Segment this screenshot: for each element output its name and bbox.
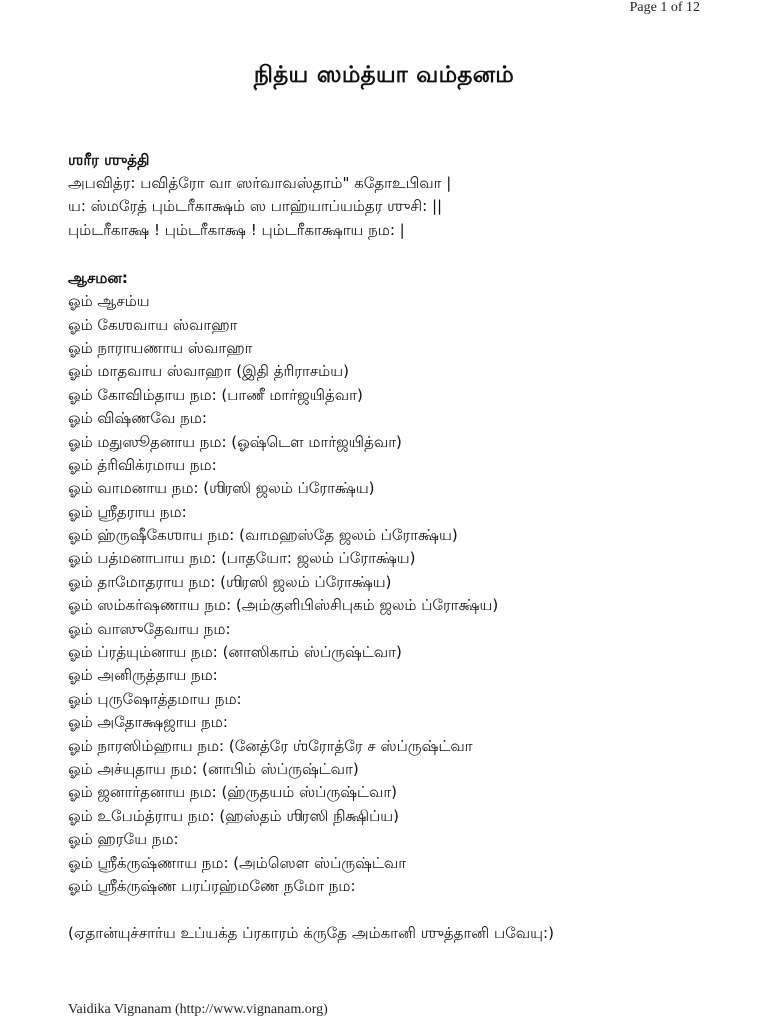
spacer bbox=[68, 898, 748, 922]
page-number: Page 1 of 12 bbox=[629, 0, 700, 15]
mantra-line: ஓம் விஷ்ணவே நம: bbox=[68, 409, 207, 428]
verse-line: பும்டரீகாக்ஷ ! பும்டரீகாக்ஷ ! பும்டரீகாக்ஷாய நம: | bbox=[68, 220, 405, 239]
mantra-line: ஓம் மாதவாய ஸ்வாஹா (இதி த்ரிராசம்ய) bbox=[68, 362, 349, 381]
mantra-line: ஓம் வாமனாய நம: (ஶிரஸி ஜலம் ப்ரோக்ஷ்ய) bbox=[68, 479, 375, 498]
section-heading: ஶரீர ஶுத்தி bbox=[68, 151, 150, 169]
verse-line: அபவித்ர: பவித்ரோ வா ஸர்வாவஸ்தாம்" கதோஉபிவா | bbox=[68, 174, 452, 192]
mantra-line: ஓம் மதுஸூதனாய நம: (ஓஷ்டௌ மார்ஜயித்வா) bbox=[68, 432, 402, 451]
document-body bbox=[68, 148, 748, 946]
mantra-line: ஓம் ஶ்ரீக்ருஷ்ணாய நம: (அம்ஸௌ ஸ்ப்ருஷ்ட்வா bbox=[68, 853, 407, 872]
mantra-line: ஓம் நாரஸிம்ஹாய நம: (னேத்ரே ஶ்ரோத்ரே ச ஸ்ப்ருஷ்ட்வா bbox=[68, 736, 473, 755]
mantra-line: ஓம் பத்மனாபாய நம: (பாதயோ: ஜலம் ப்ரோக்ஷ்ய) bbox=[68, 549, 416, 568]
mantra-line: ஓம் ப்ரத்யும்னாய நம: (னாஸிகாம் ஸ்ப்ருஷ்ட்வா) bbox=[68, 643, 402, 662]
closing-note: (ஏதான்யுச்சார்ய உப்யக்த ப்ரகாரம் க்ருதே அம்கானி ஶுத்தானி பவேயு:) bbox=[68, 924, 554, 943]
verse-line: ய: ஸ்மரேத் பும்டரீகாக்ஷம் ஸ பாஹ்யாப்யம்தர ஶுசி: || bbox=[68, 197, 443, 216]
mantra-line: ஓம் அச்யுதாய நம: (னாபிம் ஸ்ப்ருஷ்ட்வா) bbox=[68, 759, 359, 778]
mantra-line: ஓம் அனிருத்தாய நம: bbox=[68, 666, 218, 685]
mantra-line: ஓம் ஹ்ருஷீகேஶாய நம: (வாமஹஸ்தே ஜலம் ப்ரோக்ஷ்ய) bbox=[68, 526, 458, 545]
footer-source: Vaidika Vignanam (http://www.vignanam.org) bbox=[68, 1002, 328, 1017]
mantra-line: ஓம் த்ரிவிக்ரமாய நம: bbox=[68, 455, 217, 474]
document-title: நித்ய ஸம்த்யா வம்தனம் bbox=[253, 62, 515, 88]
section-heading: ஆசமன: bbox=[68, 269, 128, 288]
section-sharira-shuddhi bbox=[68, 148, 748, 242]
mantra-line: ஓம் கோவிம்தாய நம: (பாணீ மார்ஜயித்வா) bbox=[68, 385, 363, 404]
mantra-line: ஓம் புருஷோத்தமாய நம: bbox=[68, 689, 242, 708]
mantra-line: ஓம் ஜனார்தனாய நம: (ஹ்ருதயம் ஸ்ப்ருஷ்ட்வா) bbox=[68, 783, 398, 802]
section-achamana bbox=[68, 266, 748, 898]
spacer bbox=[68, 242, 748, 266]
mantra-line: ஓம் தாமோதராய நம: (ஶிரஸி ஜலம் ப்ரோக்ஷ்ய) bbox=[68, 572, 392, 591]
mantra-line: ஓம் அதோக்ஷஜாய நம: bbox=[68, 713, 228, 732]
mantra-line: ஓம் நாராயணாய ஸ்வாஹா bbox=[68, 338, 253, 357]
mantra-line: ஓம் ஸம்கர்ஷணாய நம: (அம்குளிபிஸ்சிபுகம் ஜலம் ப்ரோக்ஷ்ய) bbox=[68, 596, 499, 615]
mantra-line: ஓம் ஹரயே நம: bbox=[68, 830, 179, 849]
mantra-line: ஓம் ஶ்ரீதராய நம: bbox=[68, 502, 187, 521]
mantra-line: ஓம் ஶ்ரீக்ருஷ்ண பரப்ரஹ்மணே நமோ நம: bbox=[68, 876, 356, 895]
mantra-line: ஓம் வாஸுதேவாய நம: bbox=[68, 619, 231, 638]
mantra-line: ஓம் ஆசம்ய bbox=[68, 292, 150, 311]
mantra-line: ஓம் கேஶவாய ஸ்வாஹா bbox=[68, 315, 238, 334]
mantra-line: ஓம் உபேம்த்ராய நம: (ஹஸ்தம் ஶிரஸி நிக்ஷிப்ய) bbox=[68, 806, 400, 825]
